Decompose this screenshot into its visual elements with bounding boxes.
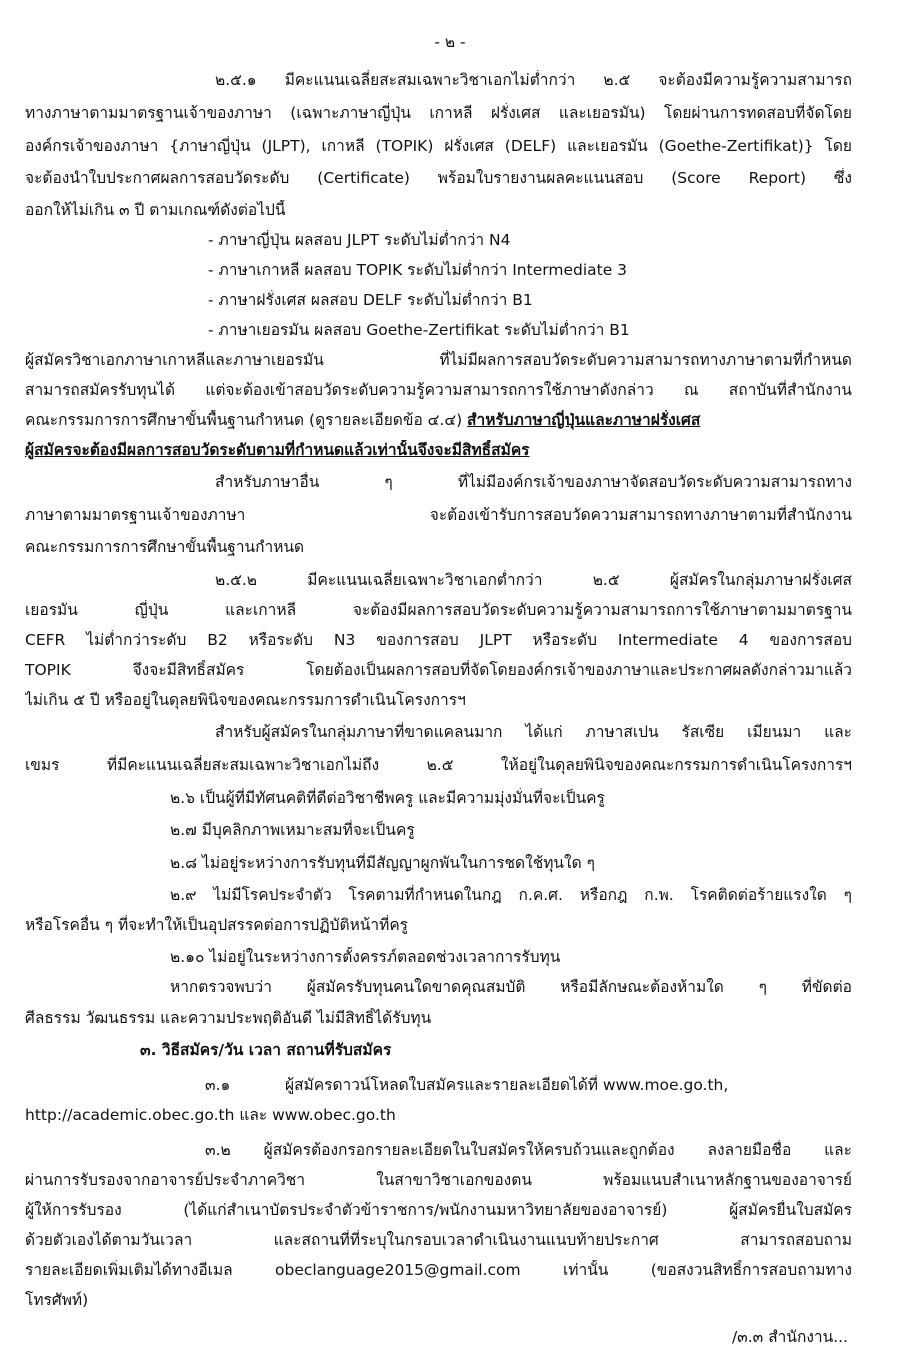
korean-german-line-3-text: คณะกรรมการการศึกษาขั้นพื้นฐานกำหนด (ดูรายละเอียดข้อ ๔.๔) [25, 411, 468, 429]
s2-5-2-line-3: CEFR ไม่ต่ำกว่าระดับ B2 หรือระดับ N3 ของการสอบ JLPT หรือระดับ Intermediate 4 ของการสอบ [25, 631, 852, 649]
s2-5-1-line-4: จะต้องนำใบประกาศผลการสอบวัดระดับ (Certificate) พร้อมใบรายงานผลคะแนนสอบ (Score Report) ซึ่ง [25, 169, 852, 187]
other-languages-line-1: สำหรับภาษาอื่น ๆ ที่ไม่มีองค์กรเจ้าของภาษาจัดสอบวัดระดับความสามารถทาง [215, 473, 852, 491]
s3-1-line-2: http://academic.obec.go.th และ www.obec.go.th [25, 1106, 396, 1124]
s2-5-1-line-1: ๒.๕.๑ มีคะแนนเฉลี่ยสะสมเฉพาะวิชาเอกไม่ต่ำกว่า ๒.๕ จะต้องมีความรู้ความสามารถ [215, 71, 852, 89]
s2-5-1-line-3: องค์กรเจ้าของภาษา {ภาษาญี่ปุ่น (JLPT), เกาหลี (TOPIK) ฝรั่งเศส (DELF) และเยอรมัน (Goethe-Zertifikat)} โดย [25, 137, 852, 155]
scarce-languages-line-1: สำหรับผู้สมัครในกลุ่มภาษาที่ขาดแคลนมาก ได้แก่ ภาษาสเปน รัสเซีย เมียนมา และ [215, 723, 852, 741]
s3-1-line-1: ผู้สมัครดาวน์โหลดใบสมัครและรายละเอียดได้ที่ www.moe.go.th, [285, 1076, 729, 1094]
underlined-requirement-start: สำหรับภาษาญี่ปุ่นและภาษาฝรั่งเศส [467, 411, 701, 429]
item-2-6: ๒.๖ เป็นผู้ที่มีทัศนคติที่ดีต่อวิชาชีพครู และมีความมุ่งมั่นที่จะเป็นครู [170, 789, 605, 807]
item-2-7: ๒.๗ มีบุคลิกภาพเหมาะสมที่จะเป็นครู [170, 821, 415, 839]
s2-5-1-line-2: ทางภาษาตามมาตรฐานเจ้าของภาษา (เฉพาะภาษาญี่ปุ่น เกาหลี ฝรั่งเศส และเยอรมัน) โดยผ่านการทดสอบที่จัดโดย [25, 104, 852, 122]
s2-5-2-line-2: เยอรมัน ญี่ปุ่น และเกาหลี จะต้องมีผลการสอบวัดระดับความรู้ความสามารถการใช้ภาษาตามมาตรฐาน [25, 601, 852, 619]
item-2-9-line-2: หรือโรคอื่น ๆ ที่จะทำให้เป็นอุปสรรคต่อการปฏิบัติหน้าที่ครู [25, 916, 409, 934]
item-2-10: ๒.๑๐ ไม่อยู่ในระหว่างการตั้งครรภ์ตลอดช่วงเวลาการรับทุน [170, 948, 561, 966]
s3-2-line-1: ๓.๒ ผู้สมัครต้องกรอกรายละเอียดในใบสมัครให้ครบถ้วนและถูกต้อง ลงลายมือชื่อ และ [205, 1141, 852, 1159]
s2-5-2-line-5: ไม่เกิน ๕ ปี หรืออยู่ในดุลยพินิจของคณะกรรมการดำเนินโครงการฯ [25, 691, 466, 709]
page-number: - ๒ - [434, 33, 466, 51]
s2-5-2-line-1: ๒.๕.๒ มีคะแนนเฉลี่ยเฉพาะวิชาเอกต่ำกว่า ๒.๕ ผู้สมัครในกลุ่มภาษาฝรั่งเศส [215, 571, 852, 589]
item-2-8: ๒.๘ ไม่อยู่ระหว่างการรับทุนที่มีสัญญาผูกพันในการชดใช้ทุนใด ๆ [170, 854, 595, 872]
korean-german-line-1: ผู้สมัครวิชาเอกภาษาเกาหลีและภาษาเยอรมัน ที่ไม่มีผลการสอบวัดระดับความสามารถทางภาษาตามที่กำหนด [25, 351, 852, 369]
s3-2-line-6: โทรศัพท์) [25, 1291, 89, 1309]
korean-german-line-3 [25, 410, 852, 430]
bullet-delf: - ภาษาฝรั่งเศส ผลสอบ DELF ระดับไม่ต่ำกว่า B1 [208, 291, 533, 309]
section-3-heading: ๓. วิธีสมัคร/วัน เวลา สถานที่รับสมัคร [140, 1041, 392, 1059]
scarce-languages-line-2: เขมร ที่มีคะแนนเฉลี่ยสะสมเฉพาะวิชาเอกไม่ถึง ๒.๕ ให้อยู่ในดุลยพินิจของคณะกรรมการดำเนินโครงการฯ [25, 756, 852, 774]
s2-5-1-line-5: ออกให้ไม่เกิน ๓ ปี ตามเกณฑ์ดังต่อไปนี้ [25, 201, 286, 219]
s2-5-2-line-4: TOPIK จึงจะมีสิทธิ์สมัคร โดยต้องเป็นผลการสอบที่จัดโดยองค์กรเจ้าของภาษาและประกาศผลดังกล่าวมาแล้ว [25, 661, 852, 679]
continuation-note: /๓.๓ สำนักงาน... [731, 1328, 848, 1346]
item-2-9-line-1: ๒.๙ ไม่มีโรคประจำตัว โรคตามที่กำหนดในกฎ ก.ค.ศ. หรือกฎ ก.พ. โรคติดต่อร้ายแรงใด ๆ [170, 886, 852, 904]
bullet-goethe: - ภาษาเยอรมัน ผลสอบ Goethe-Zertifikat ระดับไม่ต่ำกว่า B1 [208, 321, 630, 339]
underlined-requirement-end: ผู้สมัครจะต้องมีผลการสอบวัดระดับตามที่กำหนดแล้วเท่านั้นจึงจะมีสิทธิ์สมัคร [25, 441, 530, 459]
s3-2-line-2: ผ่านการรับรองจากอาจารย์ประจำภาควิชา ในสาขาวิชาเอกของตน พร้อมแนบสำเนาหลักฐานของอาจารย์ [25, 1171, 852, 1189]
korean-german-line-2: สามารถสมัครรับทุนได้ แต่จะต้องเข้าสอบวัดระดับความรู้ความสามารถการใช้ภาษาดังกล่าว ณ สถาบันที่สำนักงาน [25, 381, 852, 399]
korean-german-line-4 [25, 440, 852, 460]
bullet-jlpt: - ภาษาญี่ปุ่น ผลสอบ JLPT ระดับไม่ต่ำกว่า N4 [208, 231, 511, 249]
disqualification-note-line-2: ศีลธรรม วัฒนธรรม และความประพฤติอันดี ไม่มีสิทธิ์ได้รับทุน [25, 1009, 432, 1027]
s3-1-number: ๓.๑ [205, 1076, 231, 1094]
other-languages-line-3: คณะกรรมการการศึกษาขั้นพื้นฐานกำหนด [25, 538, 305, 556]
bullet-topik: - ภาษาเกาหลี ผลสอบ TOPIK ระดับไม่ต่ำกว่า Intermediate 3 [208, 261, 628, 279]
s3-2-line-4: ด้วยตัวเองได้ตามวันเวลา และสถานที่ที่ระบุในกรอบเวลาดำเนินงานแนบท้ายประกาศ สามารถสอบถาม [25, 1231, 852, 1249]
s3-2-line-3: ผู้ให้การรับรอง (ได้แก่สำเนาบัตรประจำตัวข้าราชการ/พนักงานมหาวิทยาลัยของอาจารย์) ผู้สมัครยื่นใบสมัคร [25, 1201, 852, 1219]
other-languages-line-2: ภาษาตามมาตรฐานเจ้าของภาษา จะต้องเข้ารับการสอบวัดความสามารถทางภาษาตามที่สำนักงาน [25, 506, 852, 524]
s3-2-line-5: รายละเอียดเพิ่มเติมได้ทางอีเมล obeclanguage2015@gmail.com เท่านั้น (ขอสงวนสิทธิ์การสอบถามทาง [25, 1261, 852, 1279]
disqualification-note-line-1: หากตรวจพบว่า ผู้สมัครรับทุนคนใดขาดคุณสมบัติ หรือมีลักษณะต้องห้ามใด ๆ ที่ขัดต่อ [170, 978, 852, 996]
